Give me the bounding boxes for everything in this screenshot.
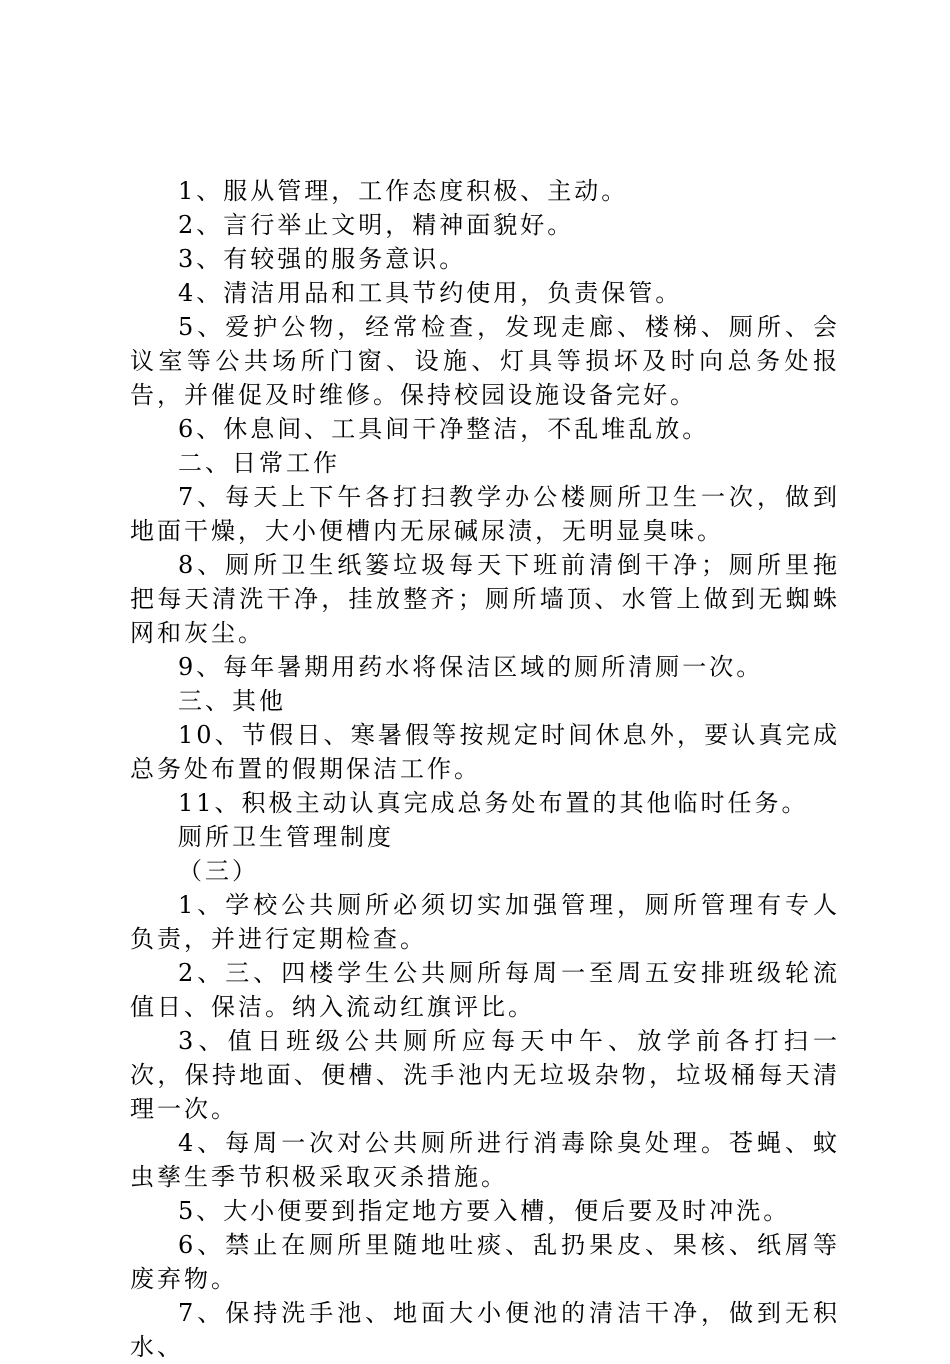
paragraph-toilet-rule-5: 5、大小便要到指定地方要入槽，便后要及时冲洗。 — [178, 1197, 791, 1225]
paragraph-rule-7: 7、每天上下午各打扫教学办公楼厕所卫生一次，做到地面干燥，大小便槽内无尿碱尿渍，无明显臭味。 — [130, 483, 840, 545]
paragraph-rule-4: 4、清洁用品和工具节约使用，负责保管。 — [178, 279, 683, 307]
paragraph-rule-11: 11、积极主动认真完成总务处布置的其他临时任务。 — [178, 789, 809, 817]
section-number-three: （三） — [178, 857, 259, 885]
paragraph-toilet-rule-6: 6、禁止在厕所里随地吐痰、乱扔果皮、果核、纸屑等废弃物。 — [130, 1231, 840, 1293]
paragraph-rule-2: 2、言行举止文明，精神面貌好。 — [178, 211, 575, 239]
document-title-toilet-hygiene: 厕所卫生管理制度 — [178, 823, 394, 851]
paragraph-rule-6: 6、休息间、工具间干净整洁，不乱堆乱放。 — [178, 415, 710, 443]
paragraph-rule-8: 8、厕所卫生纸篓垃圾每天下班前清倒干净；厕所里拖把每天清洗干净，挂放整齐；厕所墙顶、水管上做到无蜘蛛网和灰尘。 — [130, 551, 840, 647]
paragraph-rule-3: 3、有较强的服务意识。 — [178, 245, 467, 273]
paragraph-toilet-rule-1: 1、学校公共厕所必须切实加强管理，厕所管理有专人负责，并进行定期检查。 — [130, 891, 840, 953]
paragraph-rule-5: 5、爱护公物，经常检查，发现走廊、楼梯、厕所、会议室等公共场所门窗、设施、灯具等损坏及时向总务处报告，并催促及时维修。保持校园设施设备完好。 — [130, 313, 840, 409]
section-heading-other: 三、其他 — [178, 687, 286, 715]
paragraph-toilet-rule-3: 3、值日班级公共厕所应每天中午、放学前各打扫一次，保持地面、便槽、洗手池内无垃圾杂物，垃圾桶每天清理一次。 — [130, 1027, 840, 1123]
paragraph-rule-9: 9、每年暑期用药水将保洁区域的厕所清厕一次。 — [178, 653, 764, 681]
paragraph-toilet-rule-4: 4、每周一次对公共厕所进行消毒除臭处理。苍蝇、蚊虫孳生季节积极采取灭杀措施。 — [130, 1129, 840, 1191]
paragraph-rule-1: 1、服从管理，工作态度积极、主动。 — [178, 177, 629, 205]
section-heading-daily-work: 二、日常工作 — [178, 449, 340, 477]
paragraph-toilet-rule-2: 2、三、四楼学生公共厕所每周一至周五安排班级轮流值日、保洁。纳入流动红旗评比。 — [130, 959, 840, 1021]
paragraph-toilet-rule-7: 7、保持洗手池、地面大小便池的清洁干净，做到无积水、 — [130, 1299, 840, 1361]
document-body — [130, 174, 840, 1364]
paragraph-rule-10: 10、节假日、寒暑假等按规定时间休息外，要认真完成总务处布置的假期保洁工作。 — [130, 721, 840, 783]
